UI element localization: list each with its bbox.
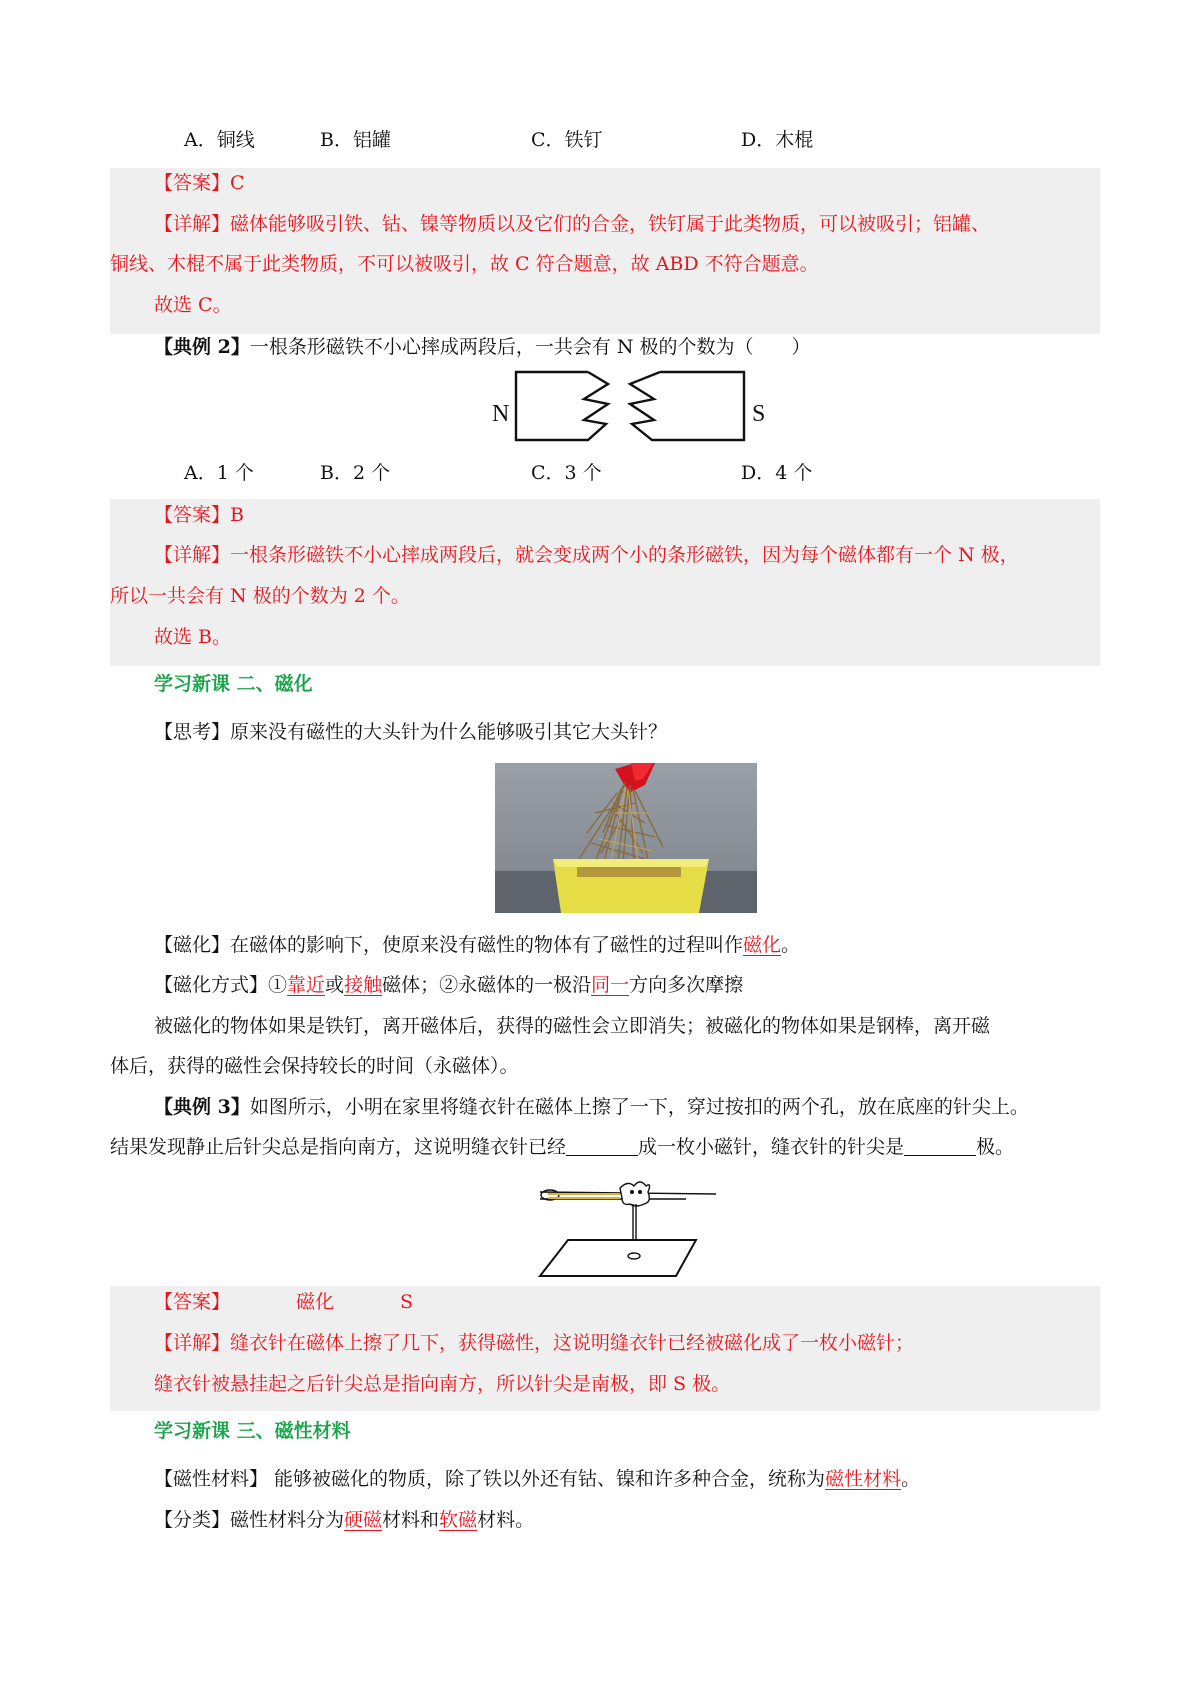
answer-blank-2[interactable] (904, 1133, 976, 1156)
detail-2-line-1 (110, 535, 1100, 575)
answer-2-line (110, 495, 1100, 535)
needle-compass-figure (536, 1172, 720, 1278)
answer-tag: 【答案】 (154, 504, 231, 526)
detail-tag: 【详解】 (154, 544, 231, 566)
classify-text-3: 材料。 (477, 1509, 535, 1531)
answer-3-line (110, 1282, 1100, 1322)
classify-tag: 【分类】 (154, 1509, 231, 1531)
material-text: 能够被磁化的物质，除了铁以外还有钴、镍和许多种合金，统称为 (268, 1468, 826, 1490)
paragraph-line-2: 体后，获得的磁性会保持较长的时间（永磁体）。 (110, 1055, 519, 1077)
q2-options (110, 453, 1100, 493)
detail-text: 磁体能够吸引铁、钴、镍等物质以及它们的合金，铁钉属于此类物质，可以被吸引；铝罐、 (230, 213, 991, 235)
method-key-1: 靠近 (287, 974, 326, 996)
material-end: 。 (901, 1468, 921, 1490)
detail-1-line-2: 铜线、木棍不属于此类物质，不可以被吸引，故 C 符合题意，故 ABD 不符合题意。 (110, 253, 819, 275)
material-key: 磁性材料 (825, 1468, 902, 1490)
think-text: 原来没有磁性的大头针为什么能够吸引其它大头针？ (230, 721, 668, 743)
q1-option-b: B．铝罐 (320, 129, 391, 151)
example-text-c: 极。 (976, 1136, 1015, 1158)
example-3-line-1 (110, 1087, 1100, 1127)
answer-value: B (230, 504, 244, 526)
detail-3-line-2: 缝衣针被悬挂起之后针尖总是指向南方，所以针尖是南极，即 S 极。 (154, 1373, 731, 1395)
example-text-a: 结果发现静止后针尖总是指向南方，这说明缝衣针已经 (110, 1136, 567, 1158)
broken-magnet-figure (480, 368, 780, 444)
think-line (110, 712, 1100, 752)
example-text: 一根条形磁铁不小心摔成两段后，一共会有 N 极的个数为（ ） (249, 336, 811, 358)
think-tag: 【思考】 (154, 721, 231, 743)
example-tag: 【典例 3】 (154, 1096, 250, 1118)
method-key-2: 接触 (344, 974, 383, 996)
q2-option-a: A．1 个 (184, 462, 254, 484)
answer-blank-1[interactable] (566, 1133, 638, 1156)
example-tag: 【典例 2】 (154, 336, 250, 358)
magnet-right-half (630, 372, 744, 440)
magnetization-method (110, 965, 1100, 1005)
q1-options (110, 120, 1100, 160)
magnetize-text: 在磁体的影响下，使原来没有磁性的物体有了磁性的过程叫作 (230, 934, 744, 956)
q2-option-b: B．2 个 (320, 462, 391, 484)
answer-value-2: S (400, 1291, 414, 1313)
method-text-2: 或 (325, 974, 345, 996)
detail-text: 一根条形磁铁不小心摔成两段后，就会变成两个小的条形磁铁，因为每个磁体都有一个 N 极， (230, 544, 1019, 566)
detail-3-line-1 (110, 1323, 1100, 1363)
q1-option-c: C．铁钉 (531, 129, 603, 151)
example-text-b: 成一枚小磁针，缝衣针的针尖是 (638, 1136, 905, 1158)
example-3-line-2 (110, 1127, 1100, 1167)
detail-2-line-2: 所以一共会有 N 极的个数为 2 个。 (110, 585, 410, 607)
answer-tag: 【答案】 (154, 1291, 231, 1313)
base-plate (540, 1240, 696, 1276)
detail-1-line-1 (110, 204, 1100, 244)
classify-text-1: 磁性材料分为 (230, 1509, 345, 1531)
magnetize-key: 磁化 (743, 934, 782, 956)
material-tag: 【磁性材料】 (154, 1468, 269, 1490)
detail-tag: 【详解】 (154, 1332, 231, 1354)
magnetize-end: 。 (781, 934, 801, 956)
magnetic-material-definition (110, 1459, 1100, 1499)
answer-value-1: 磁化 (296, 1291, 335, 1313)
answer-tag: 【答案】 (154, 172, 231, 194)
classify-text-2: 材料和 (382, 1509, 440, 1531)
classification-line (110, 1500, 1100, 1540)
method-text-3: 磁体；②永磁体的一极沿 (382, 974, 592, 996)
detail-1-choose: 故选 C。 (154, 294, 232, 316)
method-text-4: 方向多次摩擦 (629, 974, 744, 996)
magnet-left-half (516, 372, 608, 440)
detail-tag: 【详解】 (154, 213, 231, 235)
method-tag: 【磁化方式】 (154, 974, 269, 996)
q1-option-a: A．铜线 (184, 129, 255, 151)
pins-photo (495, 763, 757, 913)
detail-2-choose: 故选 B。 (154, 626, 232, 648)
section-title-magnetic-materials: 学习新课 三、磁性材料 (154, 1420, 351, 1442)
answer-value: C (230, 172, 245, 194)
q1-option-d: D．木棍 (741, 129, 814, 151)
method-text-1: ① (268, 974, 288, 996)
detail-text: 缝衣针在磁体上擦了几下，获得磁性，这说明缝衣针已经被磁化成了一枚小磁针； (230, 1332, 915, 1354)
magnetization-definition (110, 925, 1100, 965)
snap-button (620, 1182, 650, 1206)
pins-photo-illustration (495, 763, 757, 913)
n-pole-label: N (492, 401, 510, 427)
q2-option-c: C．3 个 (531, 462, 602, 484)
q2-option-d: D．4 个 (741, 462, 813, 484)
classify-key-1: 硬磁 (344, 1509, 383, 1531)
paragraph-line-1: 被磁化的物体如果是铁钉，离开磁体后，获得的磁性会立即消失；被磁化的物体如果是钢棒，离开磁 (154, 1015, 991, 1037)
section-title-magnetization: 学习新课 二、磁化 (154, 673, 313, 695)
example-text: 如图所示，小明在家里将缝衣针在磁体上擦了一下，穿过按扣的两个孔，放在底座的针尖上。 (249, 1096, 1029, 1118)
classify-key-2: 软磁 (439, 1509, 478, 1531)
answer-1-line (110, 163, 1100, 203)
s-pole-label: S (752, 401, 766, 427)
method-key-3: 同一 (591, 974, 630, 996)
magnetize-tag: 【磁化】 (154, 934, 231, 956)
example-2-question (110, 327, 1100, 367)
